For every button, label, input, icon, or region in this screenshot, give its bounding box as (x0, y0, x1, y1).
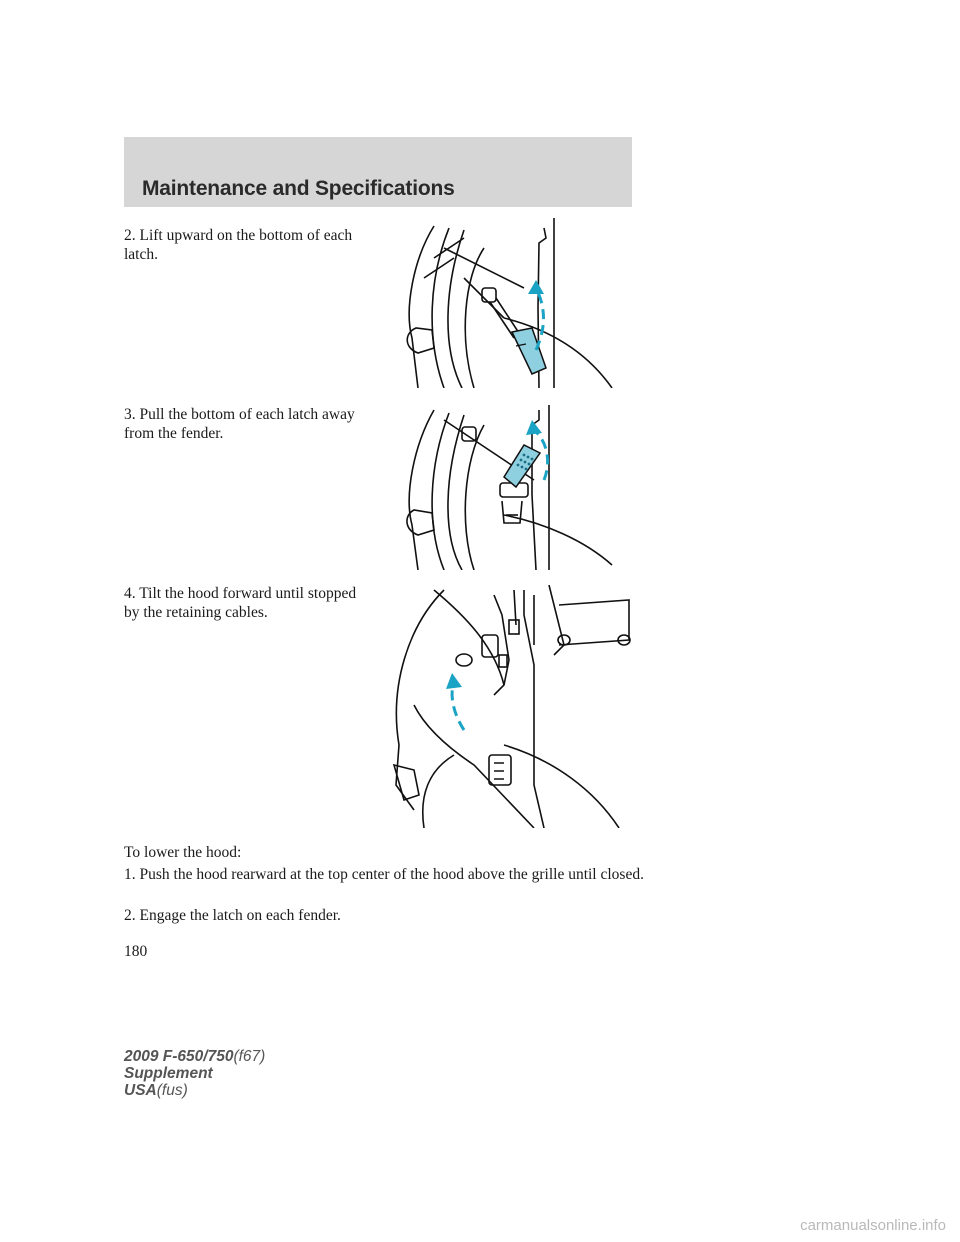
footer-supplement: Supplement (124, 1065, 213, 1082)
lower-step-1: 1. Push the hood rearward at the top center of the hood above the grille until closed. (124, 866, 644, 883)
document-footer (124, 1048, 265, 1099)
page-number: 180 (124, 943, 148, 960)
step-2-text: 2. Lift upward on the bottom of each latch. (124, 227, 353, 263)
footer-model-code: (f67) (233, 1048, 266, 1065)
step-3-text: 3. Pull the bottom of each latch away from the fender. (124, 406, 355, 442)
footer-region-code: (fus) (156, 1082, 188, 1099)
section-header (124, 137, 632, 207)
step-4-text: 4. Tilt the hood forward until stopped by the retaining cables. (124, 585, 357, 621)
pull-latch-illustration (404, 405, 614, 570)
watermark: carmanualsonline.info (800, 1217, 946, 1234)
lift-latch-illustration (404, 218, 614, 388)
lower-step-2: 2. Engage the latch on each fender. (124, 907, 341, 924)
footer-region: USA (124, 1082, 157, 1099)
footer-model: 2009 F-650/750 (124, 1048, 234, 1065)
lower-hood-heading: To lower the hood: (124, 844, 242, 861)
tilt-hood-illustration (384, 585, 634, 828)
section-title: Maintenance and Specifications (142, 177, 455, 200)
